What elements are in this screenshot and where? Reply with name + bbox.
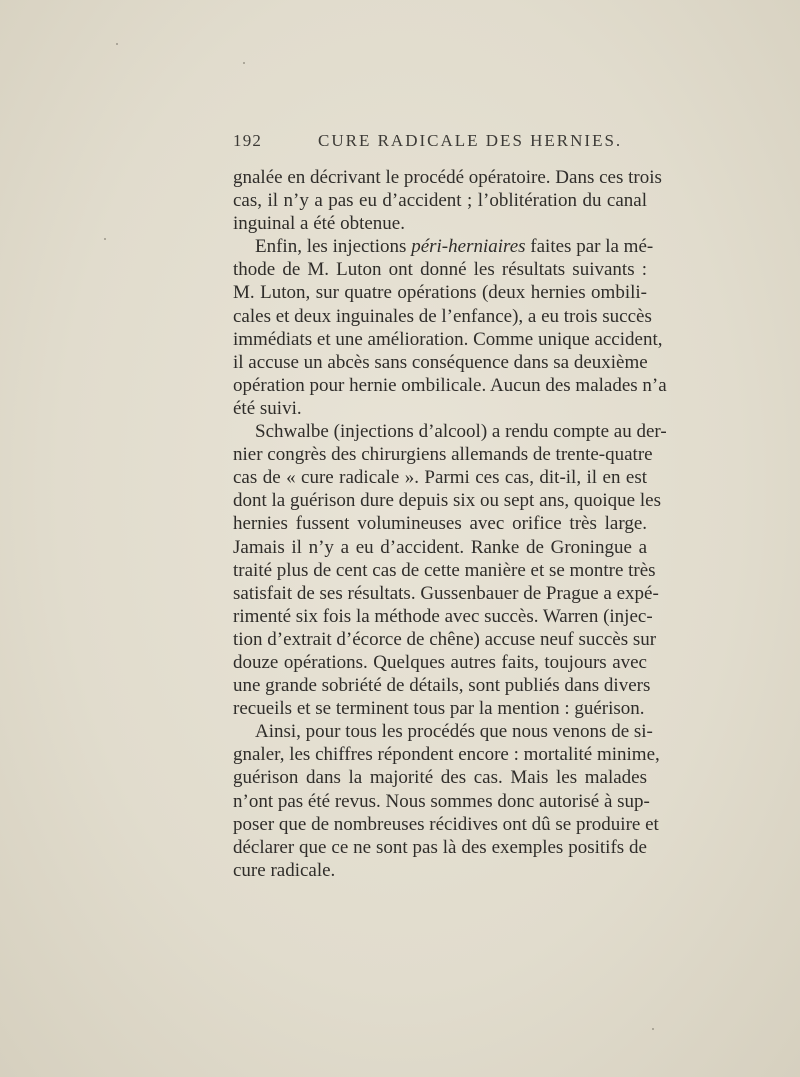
text-line: il accuse un abcès sans conséquence dans sa deuxième — [233, 351, 648, 373]
text-line: opération pour hernie ombilicale. Aucun des malades n’a — [233, 374, 667, 396]
paragraph — [233, 420, 667, 720]
text-line: inguinal a été obtenue. — [233, 213, 405, 235]
text-line: gnalée en décrivant le procédé opératoire. Dans ces trois — [233, 167, 662, 188]
text-line: Schwalbe (injections d’alcool) a rendu compte au der- — [255, 421, 667, 443]
text-line: Enfin, les injections péri-herniaires faites par la mé- — [255, 236, 654, 258]
text-line: cales et deux inguinales de l’enfance), a eu trois succès — [233, 305, 652, 327]
text-line: été suivi. — [233, 397, 302, 419]
text-line: immédiats et une amélioration. Comme unique accident, — [233, 328, 663, 350]
text-line: poser que de nombreuses récidives ont dû se produire et — [233, 813, 659, 835]
text-line: thode de M. Luton ont donné les résultats suivants : — [233, 259, 647, 281]
paper-speck — [104, 238, 106, 240]
text-line: M. Luton, sur quatre opérations (deux hernies ombili- — [233, 282, 647, 304]
paragraph — [233, 720, 660, 882]
text-line: déclarer que ce ne sont pas là des exemples positifs de — [233, 836, 647, 858]
text-line: douze opérations. Quelques autres faits, toujours avec — [233, 651, 647, 673]
text-line: n’ont pas été revus. Nous sommes donc autorisé à sup- — [233, 790, 650, 812]
paragraph — [233, 235, 667, 420]
text-line: traité plus de cent cas de cette manière et se montre très — [233, 559, 656, 581]
paper-speck — [243, 62, 245, 64]
text-line: tion d’extrait d’écorce de chêne) accuse neuf succès sur — [233, 628, 657, 650]
text-line: guérison dans la majorité des cas. Mais les malades — [233, 767, 647, 789]
text-line: recueils et se terminent tous par la mention : guérison. — [233, 698, 645, 720]
text-line: Ainsi, pour tous les procédés que nous venons de si- — [255, 721, 653, 743]
page-header — [233, 131, 647, 157]
text-line: satisfait de ses résultats. Gussenbauer de Prague a expé- — [233, 582, 659, 604]
text-line: nier congrès des chirurgiens allemands de trente-quatre — [233, 444, 653, 466]
italic-term: péri-herniaires — [411, 236, 526, 258]
page-number: 192 — [233, 131, 263, 150]
paper-speck — [652, 1028, 654, 1030]
text-line: une grande sobriété de détails, sont publiés dans divers — [233, 675, 651, 697]
text-line: cas, il n’y a pas eu d’accident ; l’oblitération du canal — [233, 190, 647, 212]
text-line: cas de « cure radicale ». Parmi ces cas, dit-il, il en est — [233, 467, 647, 489]
text-line: gnaler, les chiffres répondent encore : mortalité minime, — [233, 744, 660, 766]
running-head: CURE RADICALE DES HERNIES. — [318, 131, 623, 150]
paper-speck — [116, 43, 118, 45]
text-line: Jamais il n’y a eu d’accident. Ranke de Groningue a — [233, 536, 647, 558]
text-line: rimenté six fois la méthode avec succès. Warren (injec- — [233, 605, 653, 627]
text-line: dont la guérison dure depuis six ou sept ans, quoique les — [233, 490, 661, 512]
paragraph — [233, 166, 662, 235]
text-line: cure radicale. — [233, 859, 336, 881]
text-line: hernies fussent volumineuses avec orifice très large. — [233, 513, 647, 535]
body-text — [233, 166, 667, 882]
